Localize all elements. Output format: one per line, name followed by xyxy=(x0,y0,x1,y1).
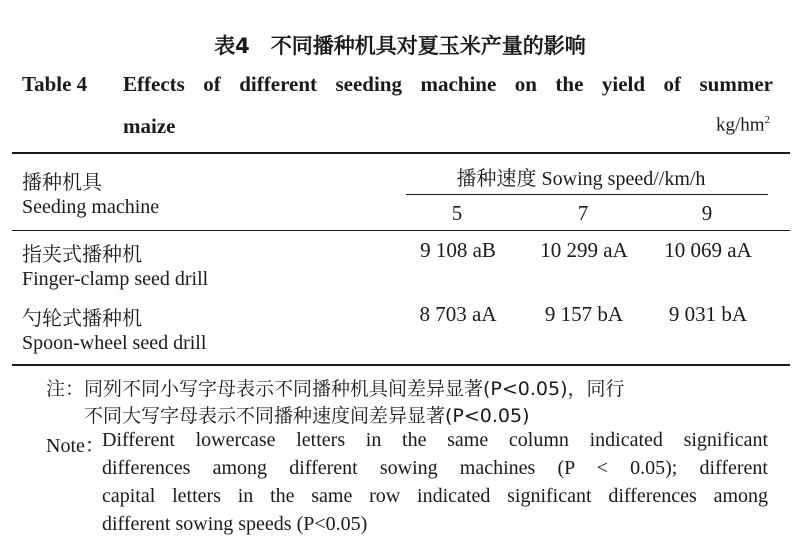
row1-name-cn: 指夹式播种机 xyxy=(22,242,142,266)
row1-value-1: 9 108 aB xyxy=(420,238,496,262)
row-header-en: Seeding machine xyxy=(22,196,160,218)
note-en-line3: capital letters in the same row indicated significant differences among xyxy=(102,485,768,507)
table-title-en-line2: maize xyxy=(123,114,176,138)
table-bottom-rule xyxy=(12,364,790,366)
unit-base: kg/hm xyxy=(715,114,765,136)
table-top-rule xyxy=(12,152,790,154)
unit-superscript: 2 xyxy=(764,114,770,126)
speed-col-2: 7 xyxy=(577,201,589,225)
note-en-line2: differences among different sowing machines (P < 0.05); different xyxy=(102,457,768,479)
note-cn-line1: 同列不同小写字母表示不同播种机具间差异显著(P<0.05)，同行 xyxy=(84,378,625,400)
speed-header-rule xyxy=(406,194,768,195)
speed-col-1: 5 xyxy=(451,201,463,225)
row2-value-2: 9 157 bA xyxy=(544,302,624,326)
row2-name-cn: 勺轮式播种机 xyxy=(22,306,142,330)
row2-value-1: 8 703 aA xyxy=(419,302,497,326)
note-en-line4: different sowing speeds (P<0.05) xyxy=(102,513,368,535)
row-header-cn: 播种机具 xyxy=(22,170,102,194)
row2-name-en: Spoon-wheel seed drill xyxy=(22,332,207,354)
speed-col-3: 9 xyxy=(701,201,713,225)
row1-value-2: 10 299 aA xyxy=(540,238,628,262)
header-bottom-rule xyxy=(12,230,790,231)
note-cn-label: 注： xyxy=(46,378,85,400)
row1-name-en: Finger-clamp seed drill xyxy=(22,268,209,290)
table-title-cn: 表4 不同播种机具对夏玉米产量的影响 xyxy=(214,34,586,58)
row2-value-3: 9 031 bA xyxy=(668,302,748,326)
note-en-label: Note： xyxy=(46,435,105,457)
table-title-en-line1: Effects of different seeding machine on the yield of summer xyxy=(123,72,773,96)
unit-label xyxy=(716,114,770,136)
row1-value-3: 10 069 aA xyxy=(664,238,752,262)
note-cn-line2: 不同大写字母表示不同播种速度间差异显著(P<0.05) xyxy=(84,405,530,427)
note-en-line1: Different lowercase letters in the same column indicated significant xyxy=(102,429,768,451)
table-label-en: Table 4 xyxy=(22,72,88,96)
speed-header: 播种速度 Sowing speed//km/h xyxy=(456,168,706,190)
